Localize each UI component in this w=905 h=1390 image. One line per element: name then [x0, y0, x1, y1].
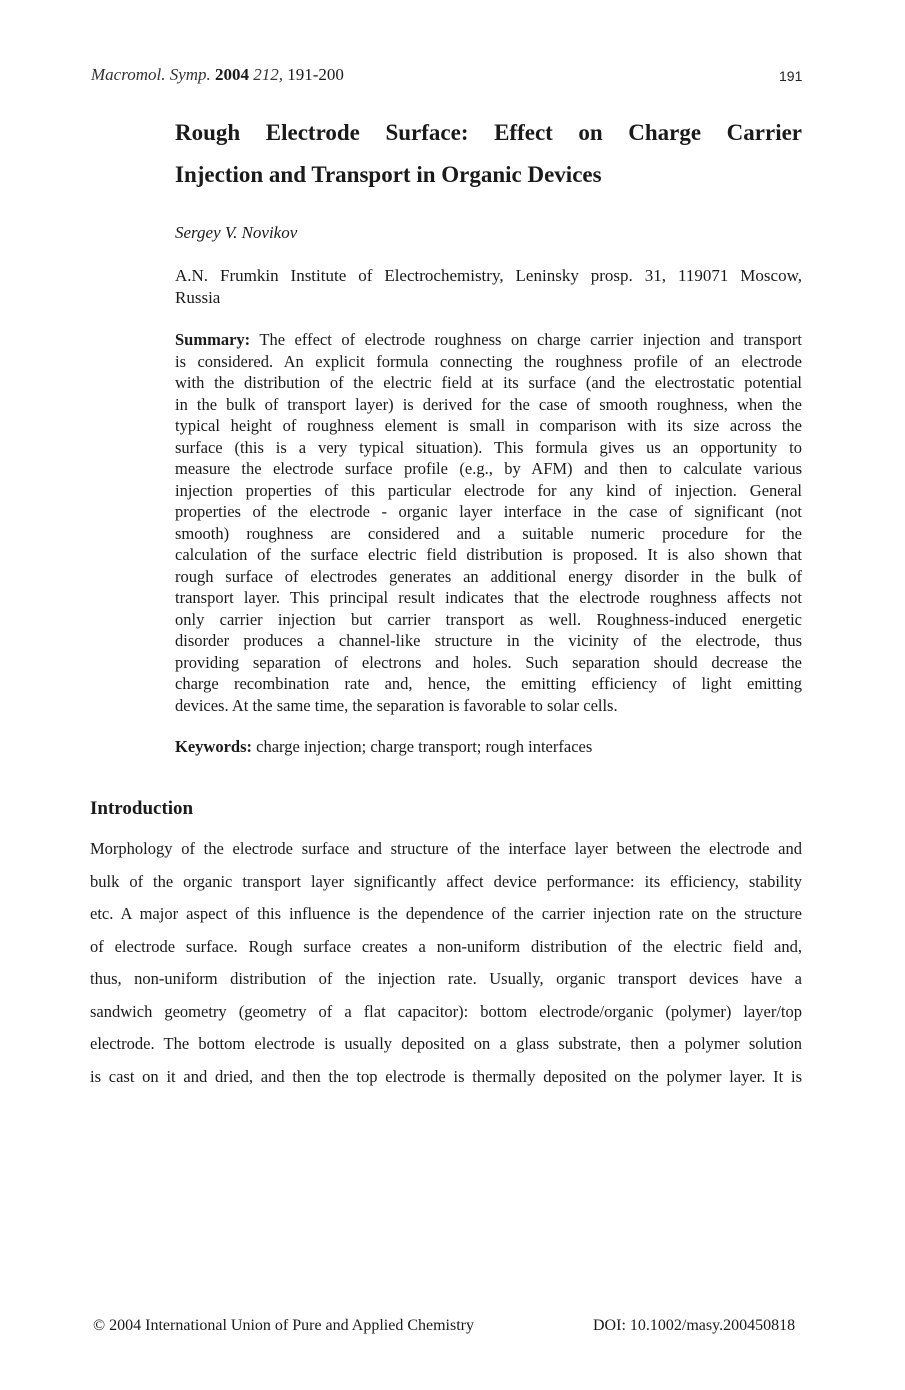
keywords-text: charge injection; charge transport; rough interfaces	[252, 737, 593, 756]
abstract-line: Summary: The effect of electrode roughness on charge carrier injection and transport	[175, 330, 802, 349]
paper-title	[175, 112, 802, 196]
abstract-line: surface (this is a very typical situation). This formula gives us an opportunity to	[175, 437, 802, 457]
body-line: etc. A major aspect of this influence is the dependence of the carrier injection rate on the structure	[90, 904, 802, 923]
title-line: Injection and Transport in Organic Devices	[175, 162, 602, 187]
journal-year: 2004	[215, 65, 250, 84]
journal-volume: 212,	[253, 65, 284, 84]
body-line: Morphology of the electrode surface and structure of the interface layer between the electrode and	[90, 839, 802, 858]
abstract-line: providing separation of electrons and holes. Such separation should decrease the	[175, 652, 802, 672]
body-line: thus, non-uniform distribution of the injection rate. Usually, organic transport devices have a	[90, 969, 802, 988]
affiliation-line: A.N. Frumkin Institute of Electrochemistry, Leninsky prosp. 31, 119071 Moscow,	[175, 266, 802, 285]
affiliation-line: Russia	[175, 288, 221, 307]
abstract-line: transport layer. This principal result indicates that the electrode roughness affects not	[175, 588, 802, 607]
abstract	[175, 329, 802, 716]
copyright-notice: © 2004 International Union of Pure and Applied Chemistry	[93, 1317, 474, 1334]
abstract-label: Summary:	[175, 330, 251, 349]
abstract-line: injection properties of this particular electrode for any kind of injection. General	[175, 480, 802, 500]
journal-pages: 191-200	[287, 65, 344, 84]
affiliation	[175, 265, 802, 309]
abstract-line: smooth) roughness are considered and a suitable numeric procedure for the	[175, 523, 802, 543]
body-line: of electrode surface. Rough surface creates a non-uniform distribution of the electric field and,	[90, 936, 802, 956]
abstract-line: only carrier injection but carrier transport as well. Roughness-induced energetic	[175, 609, 802, 629]
abstract-line: rough surface of electrodes generates an additional energy disorder in the bulk of	[175, 566, 802, 586]
abstract-line: measure the electrode surface profile (e.g., by AFM) and then to calculate various	[175, 459, 802, 478]
abstract-line: calculation of the surface electric field distribution is proposed. It is also shown that	[175, 545, 802, 564]
abstract-line: with the distribution of the electric field at its surface (and the electrostatic potential	[175, 373, 802, 392]
abstract-line: properties of the electrode - organic layer interface in the case of significant (not	[175, 502, 802, 521]
body-line: bulk of the organic transport layer significantly affect device performance: its efficiency, stability	[90, 871, 802, 891]
abstract-line: charge recombination rate and, hence, the emitting efficiency of light emitting	[175, 674, 802, 693]
doi: DOI: 10.1002/masy.200450818	[593, 1317, 796, 1334]
section-heading-introduction: Introduction	[90, 798, 194, 819]
abstract-line: typical height of roughness element is small in comparison with its size across the	[175, 416, 802, 435]
body-line: electrode. The bottom electrode is usually deposited on a glass substrate, then a polymer solution	[90, 1034, 802, 1053]
abstract-line: is considered. An explicit formula connecting the roughness profile of an electrode	[175, 351, 802, 371]
keywords	[175, 737, 592, 757]
author-name: Sergey V. Novikov	[175, 223, 298, 242]
body-line: sandwich geometry (geometry of a flat capacitor): bottom electrode/organic (polymer) layer/top	[90, 1001, 802, 1021]
page-number: 191	[779, 68, 803, 84]
abstract-line: devices. At the same time, the separation is favorable to solar cells.	[175, 695, 618, 715]
journal-citation	[91, 65, 344, 85]
introduction-body	[90, 833, 802, 1093]
body-line: is cast on it and dried, and then the top electrode is thermally deposited on the polymer layer. It is	[90, 1066, 802, 1086]
title-line: Rough Electrode Surface: Effect on Charge Carrier	[175, 120, 802, 145]
abstract-line: in the bulk of transport layer) is derived for the case of smooth roughness, when the	[175, 394, 802, 414]
keywords-label: Keywords:	[175, 737, 252, 756]
abstract-line: disorder produces a channel-like structure in the vicinity of the electrode, thus	[175, 631, 802, 650]
journal-name: Macromol. Symp.	[91, 65, 211, 84]
